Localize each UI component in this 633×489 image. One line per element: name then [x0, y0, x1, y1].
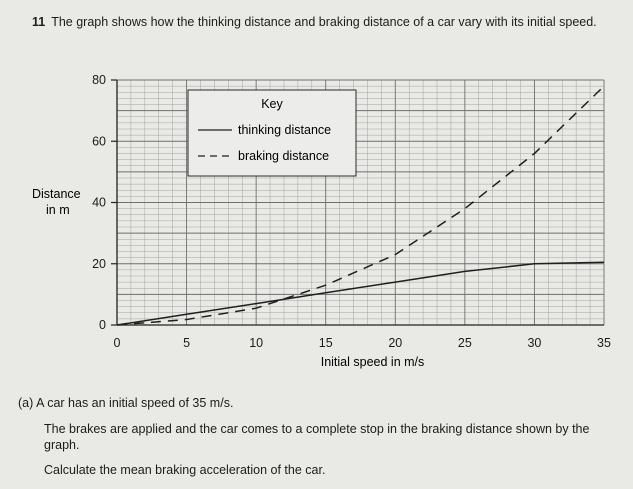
x-tick-label: 35 [597, 336, 611, 350]
series-thinking-distance [117, 262, 604, 325]
part-a-line3: Calculate the mean braking acceleration of the car. [44, 463, 326, 477]
x-tick-label: 25 [457, 336, 472, 350]
part-a-line2: The brakes are applied and the car comes to a complete stop in the braking distance shown by the graph. [44, 422, 590, 452]
legend [188, 90, 356, 176]
part-a-line1-text: A car has an initial speed of 35 m/s. [36, 396, 234, 410]
legend-label-braking: braking distance [238, 149, 330, 163]
x-tick-label: 10 [249, 336, 264, 350]
x-tick-label: 5 [183, 336, 191, 350]
y-axis-label-line2: in m [46, 203, 70, 217]
question-number: 11 [32, 15, 46, 29]
y-tick-labels [92, 73, 106, 332]
legend-label-thinking: thinking distance [238, 123, 332, 137]
x-axis-label: Initial speed in m/s [320, 355, 425, 369]
y-tick-label: 0 [99, 318, 106, 332]
x-tick-label: 20 [388, 336, 403, 350]
x-tick-labels [114, 336, 611, 350]
y-tick-label: 60 [92, 134, 106, 149]
part-a-line1 [18, 396, 233, 410]
x-tick-label: 30 [527, 336, 542, 350]
y-axis-label-line1: Distance [32, 187, 81, 201]
x-tick-label: 15 [318, 336, 333, 350]
x-tick-label: 0 [113, 336, 121, 350]
y-tick-label: 40 [92, 195, 106, 210]
legend-title: Key [261, 97, 283, 111]
y-tick-label: 20 [92, 256, 106, 271]
question-text: The graph shows how the thinking distance and braking distance of a car vary with its initial speed. [51, 15, 597, 29]
y-tick-label: 80 [92, 73, 106, 87]
part-a-label: (a) [18, 396, 34, 410]
